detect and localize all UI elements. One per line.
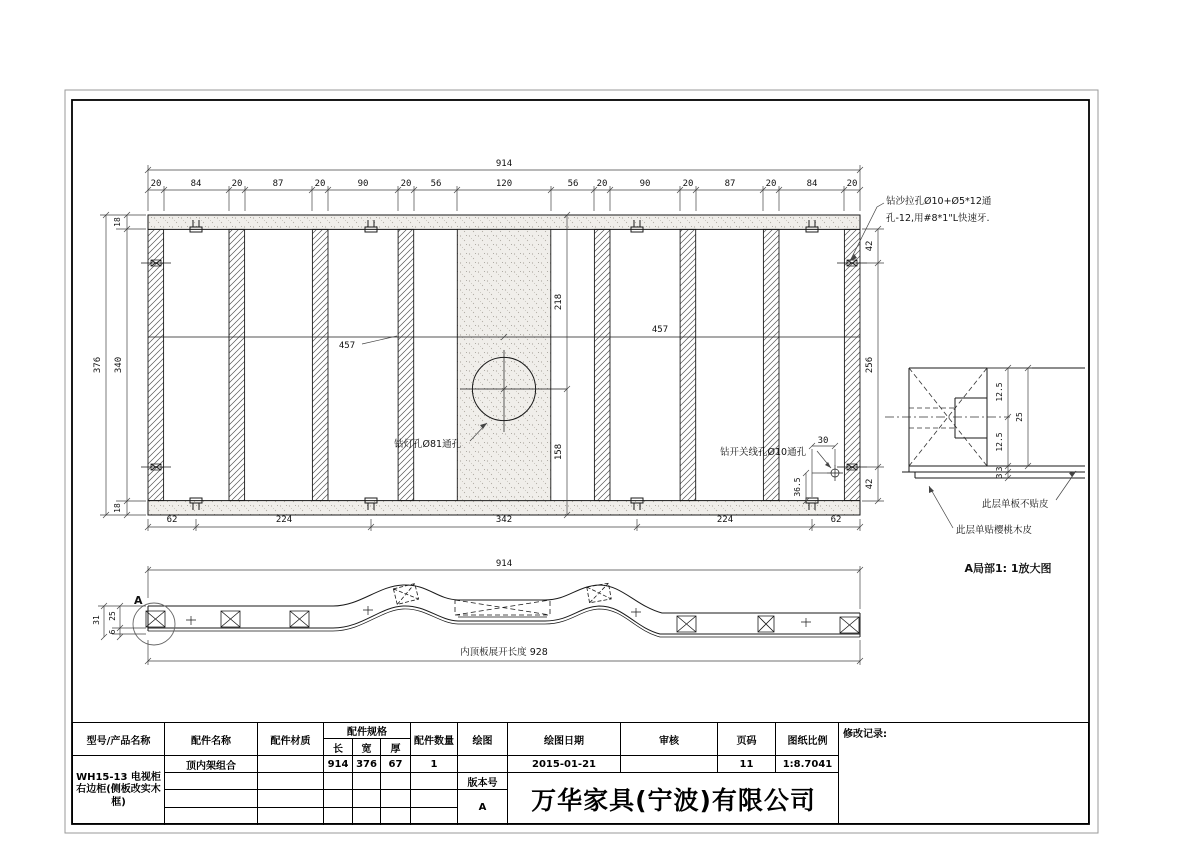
empty-cell	[258, 790, 324, 808]
header-material: 配件材质	[258, 723, 324, 756]
header-scale: 图纸比例	[776, 723, 839, 756]
dim-label: 224	[275, 515, 293, 525]
version-label: 版本号	[458, 773, 508, 790]
empty-cell	[165, 790, 258, 808]
annotation-text: 此层单贴樱桃木皮	[956, 525, 1033, 536]
dim-label: 56	[567, 179, 579, 189]
dim-label: 256	[865, 356, 875, 374]
inner-frame	[72, 100, 1089, 824]
dim-label: 42	[865, 240, 875, 252]
dim-center-vertical	[554, 212, 570, 518]
detail-callout-circle	[133, 603, 175, 645]
dim-label: 20	[596, 179, 608, 189]
material-value	[258, 756, 324, 773]
dim-label: 12.5	[995, 382, 1004, 402]
dim-label: 36.5	[793, 477, 802, 497]
header-page: 页码	[718, 723, 776, 756]
empty-cell	[411, 808, 458, 825]
annotation-text: 孔-12,用#8*1"L快速牙.	[886, 213, 990, 224]
empty-cell	[353, 808, 381, 825]
dim-label: 62	[166, 515, 178, 525]
revision-label: 修改记录:	[843, 729, 887, 740]
header-thickness: 厚	[381, 739, 411, 756]
dim-label: 42	[865, 478, 875, 490]
dim-label: 914	[495, 559, 513, 569]
width-value: 376	[353, 756, 381, 773]
annotation-text: 钻开关线孔Ø10通孔	[720, 447, 807, 458]
dim-profile	[92, 559, 863, 665]
dim-label: 342	[495, 515, 513, 525]
header-spec: 配件规格	[324, 723, 411, 739]
dim-label: 20	[150, 179, 162, 189]
dim-bottom-chain	[145, 515, 863, 531]
detail-mark-label: A	[134, 594, 143, 607]
dim-label: 90	[639, 179, 651, 189]
dim-label: 3	[995, 466, 1004, 472]
model-value: WH15-13 电视柜右边柜(侧板改实木框)	[73, 756, 165, 825]
thickness-value: 67	[381, 756, 411, 773]
empty-cell	[258, 773, 324, 790]
dim-label: 20	[682, 179, 694, 189]
dim-label: 25	[1015, 412, 1024, 422]
empty-cell	[353, 773, 381, 790]
title-block-table	[73, 723, 839, 823]
empty-cell	[381, 773, 411, 790]
dim-label: 218	[554, 293, 564, 311]
dim-label: 18	[113, 503, 122, 513]
dim-label: 158	[554, 443, 564, 461]
draw-date-value: 2015-01-21	[508, 756, 621, 773]
dim-label: 30	[817, 436, 829, 446]
review-value	[621, 756, 718, 773]
page-value: 11	[718, 756, 776, 773]
version-value: A	[458, 790, 508, 825]
scale-value: 1:8.7041	[776, 756, 839, 773]
dim-right	[862, 226, 884, 504]
dim-label: 457	[338, 341, 356, 351]
revision-box	[839, 723, 1088, 823]
dim-label: 84	[806, 179, 818, 189]
dim-label: 31	[92, 615, 101, 625]
dim-label: 90	[357, 179, 369, 189]
annotation-text: 钻沙拉孔Ø10+Ø5*12通	[886, 196, 992, 207]
empty-cell	[165, 773, 258, 790]
annotation-text: 此层单板不贴皮	[982, 499, 1049, 510]
title-block	[72, 722, 1089, 824]
dim-detail	[987, 365, 1032, 481]
dim-label: 84	[190, 179, 202, 189]
dim-label: 56	[430, 179, 442, 189]
dim-label: 62	[830, 515, 842, 525]
dim-label: 20	[846, 179, 858, 189]
dim-left	[93, 212, 146, 518]
empty-cell	[353, 790, 381, 808]
dim-label: 20	[400, 179, 412, 189]
unfold-length-label: 内顶板展开长度 928	[460, 647, 548, 658]
detail-view	[885, 365, 1085, 575]
header-part-name: 配件名称	[165, 723, 258, 756]
detail-title: A局部1: 1放大图	[964, 562, 1052, 575]
empty-cell	[258, 808, 324, 825]
annotation-cherry-veneer	[929, 486, 1033, 536]
header-qty: 配件数量	[411, 723, 458, 756]
dim-label: 87	[724, 179, 736, 189]
header-width: 宽	[353, 739, 381, 756]
empty-cell	[381, 808, 411, 825]
header-draw: 绘图	[458, 723, 508, 756]
dim-label: 376	[93, 356, 103, 374]
dim-label: 12.5	[995, 432, 1004, 452]
header-length: 长	[324, 739, 353, 756]
company-name: 万华家具(宁波)有限公司	[531, 786, 816, 815]
dim-label: 914	[495, 159, 513, 169]
dim-label: 120	[495, 179, 513, 189]
empty-cell	[324, 773, 353, 790]
dim-label: 20	[765, 179, 777, 189]
length-value: 914	[324, 756, 353, 773]
header-model: 型号/产品名称	[73, 723, 165, 756]
main-view	[93, 159, 992, 531]
dim-top-chain	[145, 179, 863, 211]
empty-cell	[324, 790, 353, 808]
empty-cell	[381, 790, 411, 808]
header-draw-date: 绘图日期	[508, 723, 621, 756]
empty-cell	[411, 773, 458, 790]
qty-value: 1	[411, 756, 458, 773]
dim-label: 6	[108, 629, 117, 635]
empty-cell	[411, 790, 458, 808]
dim-label: 18	[113, 217, 122, 227]
annotation-text: 钻灯孔Ø81通孔	[394, 439, 462, 450]
dim-label: 3	[995, 473, 1004, 479]
header-review: 审核	[621, 723, 718, 756]
part-name-value: 顶内架组合	[165, 756, 258, 773]
profile-view	[92, 559, 863, 665]
draw-value	[458, 756, 508, 773]
dim-label: 20	[231, 179, 243, 189]
dim-label: 87	[272, 179, 284, 189]
dim-label: 340	[114, 356, 124, 374]
empty-cell	[324, 808, 353, 825]
dim-label: 224	[716, 515, 734, 525]
empty-cell	[165, 808, 258, 825]
glue-blocks	[146, 583, 859, 633]
dim-label: 20	[314, 179, 326, 189]
dim-label: 25	[108, 611, 117, 621]
dim-label: 457	[651, 325, 669, 335]
